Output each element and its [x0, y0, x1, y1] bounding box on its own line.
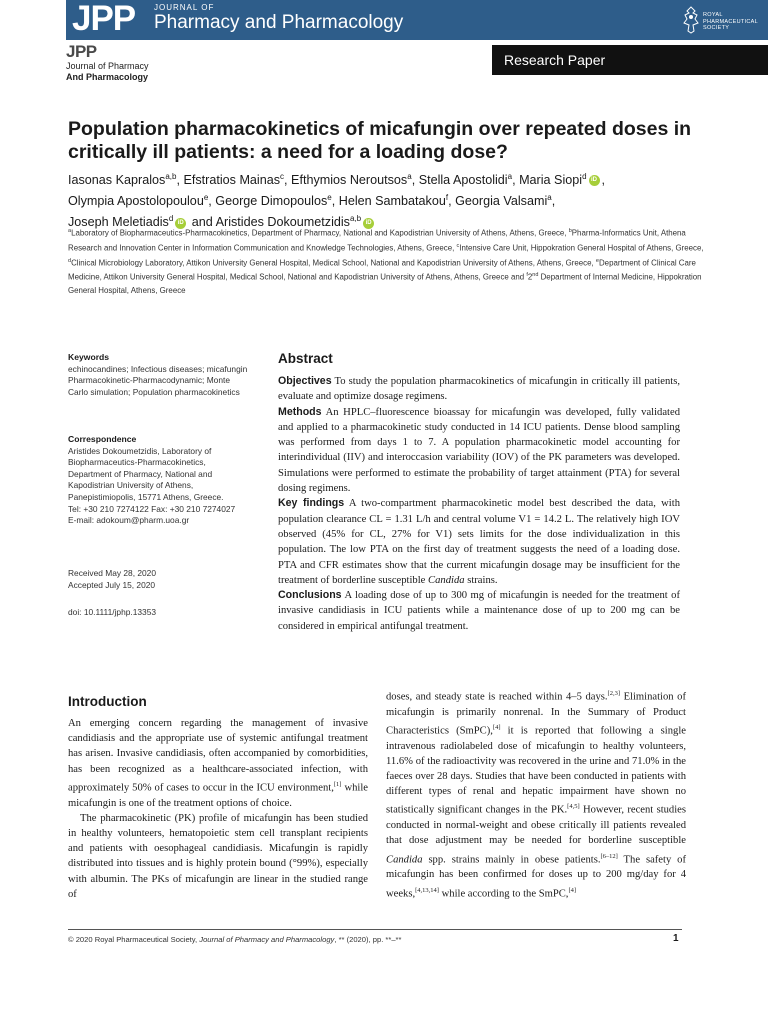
intro-r4-italic: Candida — [386, 854, 423, 866]
author-affil-sup: f — [445, 193, 449, 203]
article-type-badge: Research Paper — [492, 45, 768, 75]
accepted-date: Accepted July 15, 2020 — [68, 579, 156, 590]
findings-italic: Candida — [428, 574, 465, 586]
intro-paragraph-2: The pharmacokinetic (PK) profile of micafungin has been studied in healthy volunteers, hematopoietic stem cell transplant recipients and patients with oesophageal candidiasis. Micafungin is rapidly distributed into tissues and is highly protein bound (°99%), especially with albumin. The PKs of micafungin are linear in the studied range of — [68, 812, 368, 900]
body-column-right — [386, 686, 686, 901]
author-affil-sup: e — [203, 193, 209, 203]
footer-copyright — [68, 935, 401, 944]
intro-r3-text: it is reported that following a single intravenous radiolabeled dose of micafungin to healthy volunteers, 11.6% of the radioactivity was recovered in the urine and 71.0% in the faeces over 28 days. Studies that have been conducted in patients with different types of renal and hepatic impairment have shown no statistically significant changes in the PK. — [386, 725, 686, 817]
abstract-conclusions — [278, 588, 680, 634]
citation-ref[interactable]: [2,3] — [607, 690, 620, 697]
small-logo-sub-1: Journal of Pharmacy — [66, 61, 149, 71]
society-line-1: ROYAL — [703, 12, 723, 18]
author-affil-sup: a,b — [349, 214, 362, 224]
intro-r7-text: while according to the SmPC, — [441, 888, 569, 900]
doi-block — [68, 607, 248, 619]
conclusions-text: A loading dose of up to 300 mg of micafungin is needed for the treatment of invasive candidiasis in ICU patients while a maintenance dose of up to 200 mg can be considered in empirical antifungal treatment. — [278, 590, 680, 632]
author-name: Joseph Meletiadis — [68, 215, 169, 230]
society-crest-icon — [681, 5, 701, 35]
keywords-heading: Keywords — [68, 352, 110, 362]
intro-r6-text: The safety of micafungin has been confirmed for doses up to 200 mg/day for 4 weeks, — [386, 854, 686, 900]
abstract-heading: Abstract — [278, 351, 333, 366]
author-name: George Dimopoulos — [215, 194, 328, 209]
dates-block — [68, 568, 248, 591]
author-name: Maria Siopi — [519, 173, 583, 188]
author-name: Efstratios Mainas — [183, 173, 281, 188]
author-name: Stella Apostolidi — [418, 173, 508, 188]
affiliation-f-number: 2 — [527, 273, 533, 283]
author-affil-sup: a — [547, 193, 552, 203]
affil-sup: nd — [532, 272, 539, 279]
author-affil-sup: a — [407, 172, 412, 181]
intro-p1-text: An emerging concern regarding the management of invasive candidiasis and the appropriate use of systemic antifungal treatment has arisen. Invasive candidiasis, often accompanied by comorbidities, has been recognized as a healthcare-associated infection, with approximately 50% of cases to occur in the ICU environment, — [68, 718, 368, 794]
abstract-objectives — [278, 374, 680, 405]
author-affil-sup: d — [168, 214, 174, 224]
author-name: Georgia Valsami — [455, 194, 548, 209]
affiliation-a: Laboratory of Biopharmaceutics-Pharmacokinetics, Department of Pharmacy, National and Kapodistrian University of Athens, Athens, Greece, — [71, 228, 567, 238]
received-date: Received May 28, 2020 — [68, 568, 156, 578]
page-number: 1 — [673, 933, 679, 944]
author-name: Efthymios Neroutsos — [291, 173, 408, 188]
abstract-methods — [278, 405, 680, 497]
author-affil-sup: a,b — [165, 172, 177, 181]
affiliations — [68, 225, 708, 298]
intro-paragraph-1 — [68, 716, 368, 811]
author-affil-sup: d — [582, 172, 587, 181]
banner-journal-name: Pharmacy and Pharmacology — [154, 12, 404, 33]
affil-sup: a — [68, 228, 72, 234]
doi-link[interactable]: doi: 10.1111/jphp.13353 — [68, 607, 157, 617]
footer-copyright-a: © 2020 Royal Pharmaceutical Society, — [68, 935, 198, 944]
objectives-text: To study the population pharmacokinetics of micafungin in critically ill patients, evaluate and optimize dosage regimens. — [278, 376, 680, 403]
abstract-body — [278, 374, 680, 634]
author-line-2: Olympia Apostolopoulou$^e$, George Dimopoulos$^e$, Helen Sambatakou$^f$, Georgia Valsami$^a$, — [68, 193, 556, 209]
citation-ref[interactable]: [4] — [492, 723, 501, 731]
author-affil-sup: e — [327, 193, 332, 203]
author-name: Helen Sambatakou — [338, 194, 446, 209]
objectives-label: Objectives — [278, 375, 332, 387]
conclusions-label: Conclusions — [278, 589, 342, 602]
affiliation-c: Intensive Care Unit, Hippokration General Hospital of Athens, Greece, — [459, 243, 704, 253]
affil-sup: e — [595, 257, 599, 264]
intro-r4-text: However, recent studies conducted in normal-weight and obese critically ill patients revealed that dose adjustment may be needed for borderline susceptible — [386, 805, 686, 847]
citation-ref[interactable]: [1] — [333, 780, 342, 788]
affil-sup: c — [456, 242, 460, 249]
findings-label: Key findings — [278, 497, 345, 510]
society-line-2: PHARMACEUTICAL — [703, 18, 758, 25]
citation-ref[interactable]: [4,13,14] — [415, 886, 439, 894]
intro-r1-text: doses, and steady state is reached within 4–5 days. — [386, 691, 608, 703]
banner-logo: JPP — [72, 0, 136, 38]
correspondence-email[interactable]: E-mail: adokoum@pharm.uoa.gr — [68, 515, 190, 526]
author-line-1: Iasonas Kapralos$^{a,b}$, Efstratios Mainas$^c$, Efthymios Neroutsos$^a$, Stella Apostolidi$^a$, Maria Siopi$^d$ iD , — [68, 172, 606, 188]
affil-sup: b — [568, 228, 572, 234]
author-and: and — [191, 215, 213, 230]
small-logo-sub-2: And Pharmacology — [66, 72, 149, 82]
affil-sup: d — [68, 257, 72, 264]
small-logo: JPP — [66, 42, 97, 61]
intro-p1-text-end: while micafungin is one of the treatment options of choice. — [68, 782, 368, 809]
citation-ref[interactable]: [4] — [568, 886, 577, 894]
society-line-3: SOCIETY — [703, 25, 730, 31]
keywords-block — [68, 352, 248, 398]
author-name: Aristides Dokoumetzidis — [215, 215, 350, 230]
findings-text-end: strains. — [467, 574, 498, 586]
affiliation-b: Pharma-Informatics Unit, Athena Research and Innovation Center in Information Communication and Knowledge Technologies, Athens, Greece, — [68, 228, 686, 253]
citation-ref[interactable]: [6–12] — [600, 852, 618, 860]
affiliation-d: Clinical Microbiology Laboratory, Attikon University General Hospital, Medical School, National and Kapodistrian University of Athens, Athens, Greece, — [71, 258, 594, 268]
intro-r2-text: Elimination of micafungin is primarily nonrenal. In the Summary of Product Characteristics (SmPC), — [386, 691, 686, 737]
author-name: Iasonas Kapralos — [68, 173, 166, 188]
paper-title: Population pharmacokinetics of micafungin over repeated doses in critically ill patients: a need for a loading dose? — [68, 118, 692, 163]
abstract-findings — [278, 496, 680, 588]
findings-text: A two-compartment pharmacokinetic model best described the data, with population clearance CL = 1.31 L/h and central volume V1 = 14.2 L. The relatively high IOV observed (45% for CL, 27% for V1) sets limits for the dose individualization in this population. The low PTA on the first day of treatment suggests the need of a loading dose. PTA and CFR estimates show that the current micafungin dosage may be insufficient for the treatment of borderline susceptible — [278, 498, 680, 586]
author-affil-sup: a — [507, 172, 513, 181]
correspondence-phone: Tel: +30 210 7274122 Fax: +30 210 7274027 — [68, 503, 236, 514]
society-logo — [681, 5, 761, 37]
intro-paragraph-2-continued — [386, 686, 686, 901]
author-affil-sup: c — [280, 172, 285, 181]
methods-label: Methods — [278, 405, 322, 418]
footer-journal-name: Journal of Pharmacy and Pharmacology — [199, 935, 335, 944]
introduction-heading: Introduction — [68, 694, 147, 709]
footer-divider — [68, 929, 682, 930]
banner-journal-of: JOURNAL OF — [154, 3, 215, 12]
correspondence-block — [68, 434, 248, 527]
keywords-text: echinocandines; Infectious diseases; micafungin Pharmacokinetic-Pharmacodynamic; Monte Carlo simulation; Population pharmacokinetics — [68, 363, 248, 397]
orcid-icon[interactable]: iD — [175, 218, 186, 229]
orcid-icon[interactable]: iD — [363, 218, 374, 229]
society-name — [703, 12, 758, 32]
body-column-left — [68, 716, 368, 902]
affiliation-f: Department of Internal Medicine, Hippokration General Hospital, Athens, Greece — [68, 273, 702, 296]
affil-sup: f — [526, 272, 528, 279]
methods-text: An HPLC–fluorescence bioassay for micafungin was developed, fully validated and applied to a pharmacokinetic study conducted in 14 ICU patients. Dense blood sampling was performed from days 1 to 7. A population pharmacokinetic model accounting for interindividual (IIV) and interoccasion variability (IOV) of the PK parameters was developed. Simulations were performed to estimate the probability of target attainment (PTA) for several dosing regimens. — [278, 406, 680, 495]
correspondence-heading: Correspondence — [68, 434, 137, 444]
author-list — [68, 168, 748, 232]
orcid-icon[interactable]: iD — [589, 175, 600, 186]
citation-ref[interactable]: [4,5] — [567, 803, 580, 811]
affiliation-e: Department of Clinical Care Medicine, Attikon University General Hospital, Medical School, National and Kapodistrian University of Athens, Athens, Greece and — [68, 258, 696, 283]
correspondence-address: Aristides Dokoumetzidis, Laboratory of Biopharmaceutics-Pharmacokinetics, Department of Pharmacy, National and Kapodistrian University of Athens, Panepistimiopolis, 15771 Athens, Greece. — [68, 445, 224, 502]
footer-copyright-b: , ** (2020), pp. **–** — [334, 935, 402, 944]
intro-r5-text: spp. strains mainly in obese patients. — [428, 854, 601, 866]
journal-banner — [66, 0, 768, 40]
author-name: Olympia Apostolopoulou — [68, 194, 204, 209]
